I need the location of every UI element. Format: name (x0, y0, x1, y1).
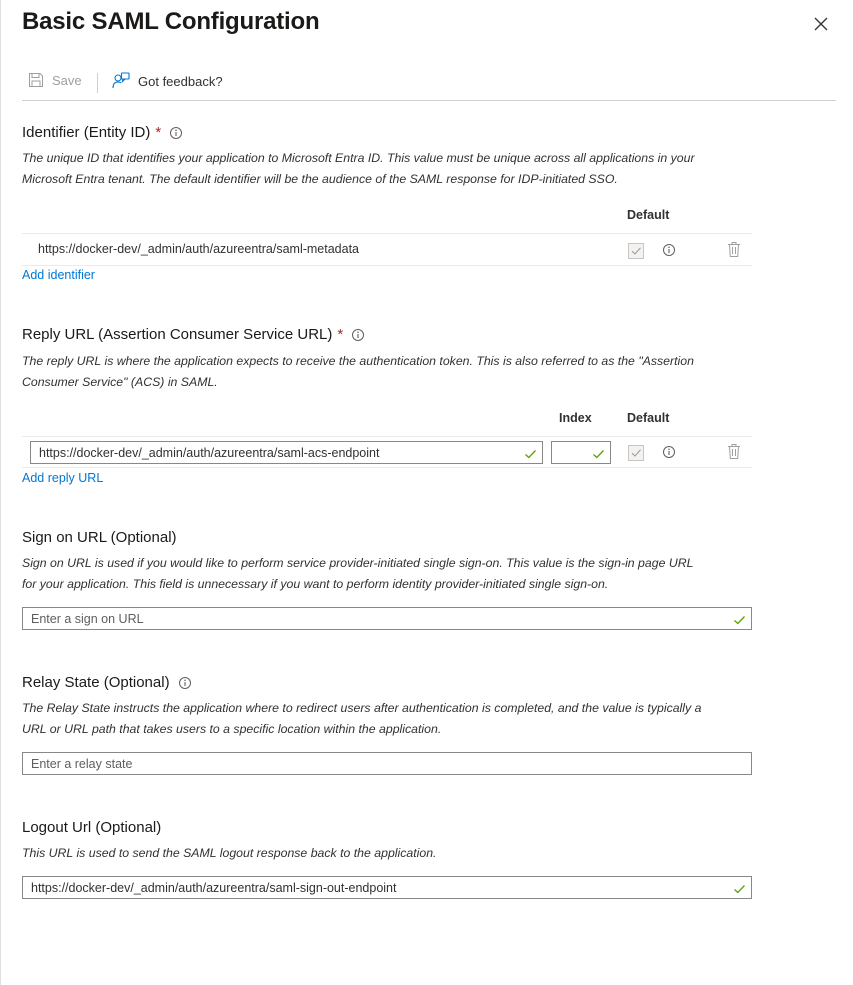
relay-state-description-line: The Relay State instructs the application where to redirect users after authentication is completed, and the value is typically a (22, 701, 702, 715)
sign-on-url-description-line: Sign on URL is used if you would like to perform service provider-initiated single sign-on. This value is the sign-in page URL (22, 556, 694, 570)
identifier-default-column-header: Default (627, 208, 670, 222)
info-icon (662, 243, 676, 257)
command-bar (22, 70, 836, 101)
feedback-icon (112, 72, 130, 90)
logout-url-section-title (22, 819, 161, 836)
sign-on-url-input-wrapper (22, 607, 752, 630)
reply-url-delete-button[interactable] (727, 443, 741, 465)
valid-indicator (733, 882, 746, 900)
close-icon (810, 13, 832, 35)
identifier-description-line: Microsoft Entra tenant. The default identifier will be the audience of the SAML response for IDP-initiated SSO. (22, 172, 618, 186)
row-divider (22, 467, 752, 468)
info-icon (169, 126, 183, 140)
reply-url-default-info-button[interactable] (662, 445, 676, 464)
identifier-section-title (22, 124, 183, 141)
save-icon (28, 72, 44, 88)
identifier-info-button[interactable] (169, 126, 183, 140)
checkmark-icon (629, 244, 643, 258)
panel-left-border (0, 0, 1, 985)
add-reply-url-link[interactable]: Add reply URL (22, 471, 104, 485)
valid-indicator (592, 447, 605, 465)
logout-url-input[interactable] (23, 877, 751, 898)
checkmark-icon (733, 614, 746, 626)
row-divider (22, 436, 752, 437)
valid-indicator (733, 613, 746, 631)
identifier-default-info-button[interactable] (662, 243, 676, 262)
required-mark: * (155, 124, 162, 141)
identifier-title-text: Identifier (Entity ID) (22, 124, 151, 141)
reply-url-description-line: Consumer Service" (ACS) in SAML. (22, 375, 218, 389)
sign-on-url-description-line: for your application. This field is unnecessary if you want to perform identity provider-initiated single sign-on. (22, 577, 609, 591)
feedback-button[interactable] (112, 72, 223, 90)
relay-state-info-button[interactable] (178, 676, 192, 690)
relay-state-description (22, 698, 762, 740)
relay-state-input-wrapper (22, 752, 752, 775)
reply-url-section-title (22, 326, 365, 343)
reply-url-info-button[interactable] (351, 328, 365, 342)
reply-url-title-text: Reply URL (Assertion Consumer Service URL) (22, 326, 333, 343)
sign-on-url-description (22, 553, 762, 595)
panel-title: Basic SAML Configuration (22, 8, 320, 35)
info-icon (351, 328, 365, 342)
save-button[interactable] (28, 72, 82, 88)
required-mark: * (337, 326, 344, 343)
checkmark-icon (592, 448, 605, 460)
sign-on-url-title-text: Sign on URL (Optional) (22, 529, 177, 546)
logout-url-description-line: This URL is used to send the SAML logout response back to the application. (22, 846, 437, 860)
checkmark-icon (629, 446, 643, 460)
valid-indicator (524, 447, 537, 465)
reply-url-default-checkbox[interactable] (628, 445, 644, 461)
sign-on-url-input[interactable] (23, 608, 751, 629)
relay-state-input[interactable] (23, 753, 751, 774)
row-divider (22, 265, 752, 266)
relay-state-title-text: Relay State (Optional) (22, 674, 170, 691)
trash-icon (727, 241, 741, 258)
reply-url-default-column-header: Default (627, 411, 670, 425)
info-icon (662, 445, 676, 459)
reply-url-input-wrapper (30, 441, 543, 464)
identifier-delete-button[interactable] (727, 241, 741, 263)
identifier-default-checkbox[interactable] (628, 243, 644, 259)
info-icon (178, 676, 192, 690)
reply-url-index-column-header: Index (559, 411, 592, 425)
add-identifier-link[interactable]: Add identifier (22, 268, 95, 282)
reply-url-input[interactable] (31, 442, 542, 463)
relay-state-description-line: URL or URL path that takes users to a specific location within the application. (22, 722, 442, 736)
row-divider (22, 233, 752, 234)
trash-icon (727, 443, 741, 460)
logout-url-title-text: Logout Url (Optional) (22, 819, 162, 836)
identifier-description-line: The unique ID that identifies your application to Microsoft Entra ID. This value must be unique across all applications in your (22, 151, 695, 165)
relay-state-section-title (22, 674, 192, 691)
sign-on-url-section-title (22, 529, 177, 546)
toolbar-separator (97, 73, 98, 93)
feedback-label: Got feedback? (138, 73, 223, 89)
identifier-description (22, 148, 762, 190)
checkmark-icon (733, 883, 746, 895)
checkmark-icon (524, 448, 537, 460)
reply-url-description (22, 351, 762, 393)
reply-url-description-line: The reply URL is where the application expects to receive the authentication token. This is also referred to as the "Assertion (22, 354, 694, 368)
logout-url-description (22, 843, 762, 864)
save-label: Save (52, 72, 82, 88)
close-button[interactable] (810, 13, 832, 35)
reply-url-index-input-wrapper (551, 441, 611, 464)
logout-url-input-wrapper (22, 876, 752, 899)
identifier-value[interactable]: https://docker-dev/_admin/auth/azureentra/saml-metadata (38, 242, 360, 256)
